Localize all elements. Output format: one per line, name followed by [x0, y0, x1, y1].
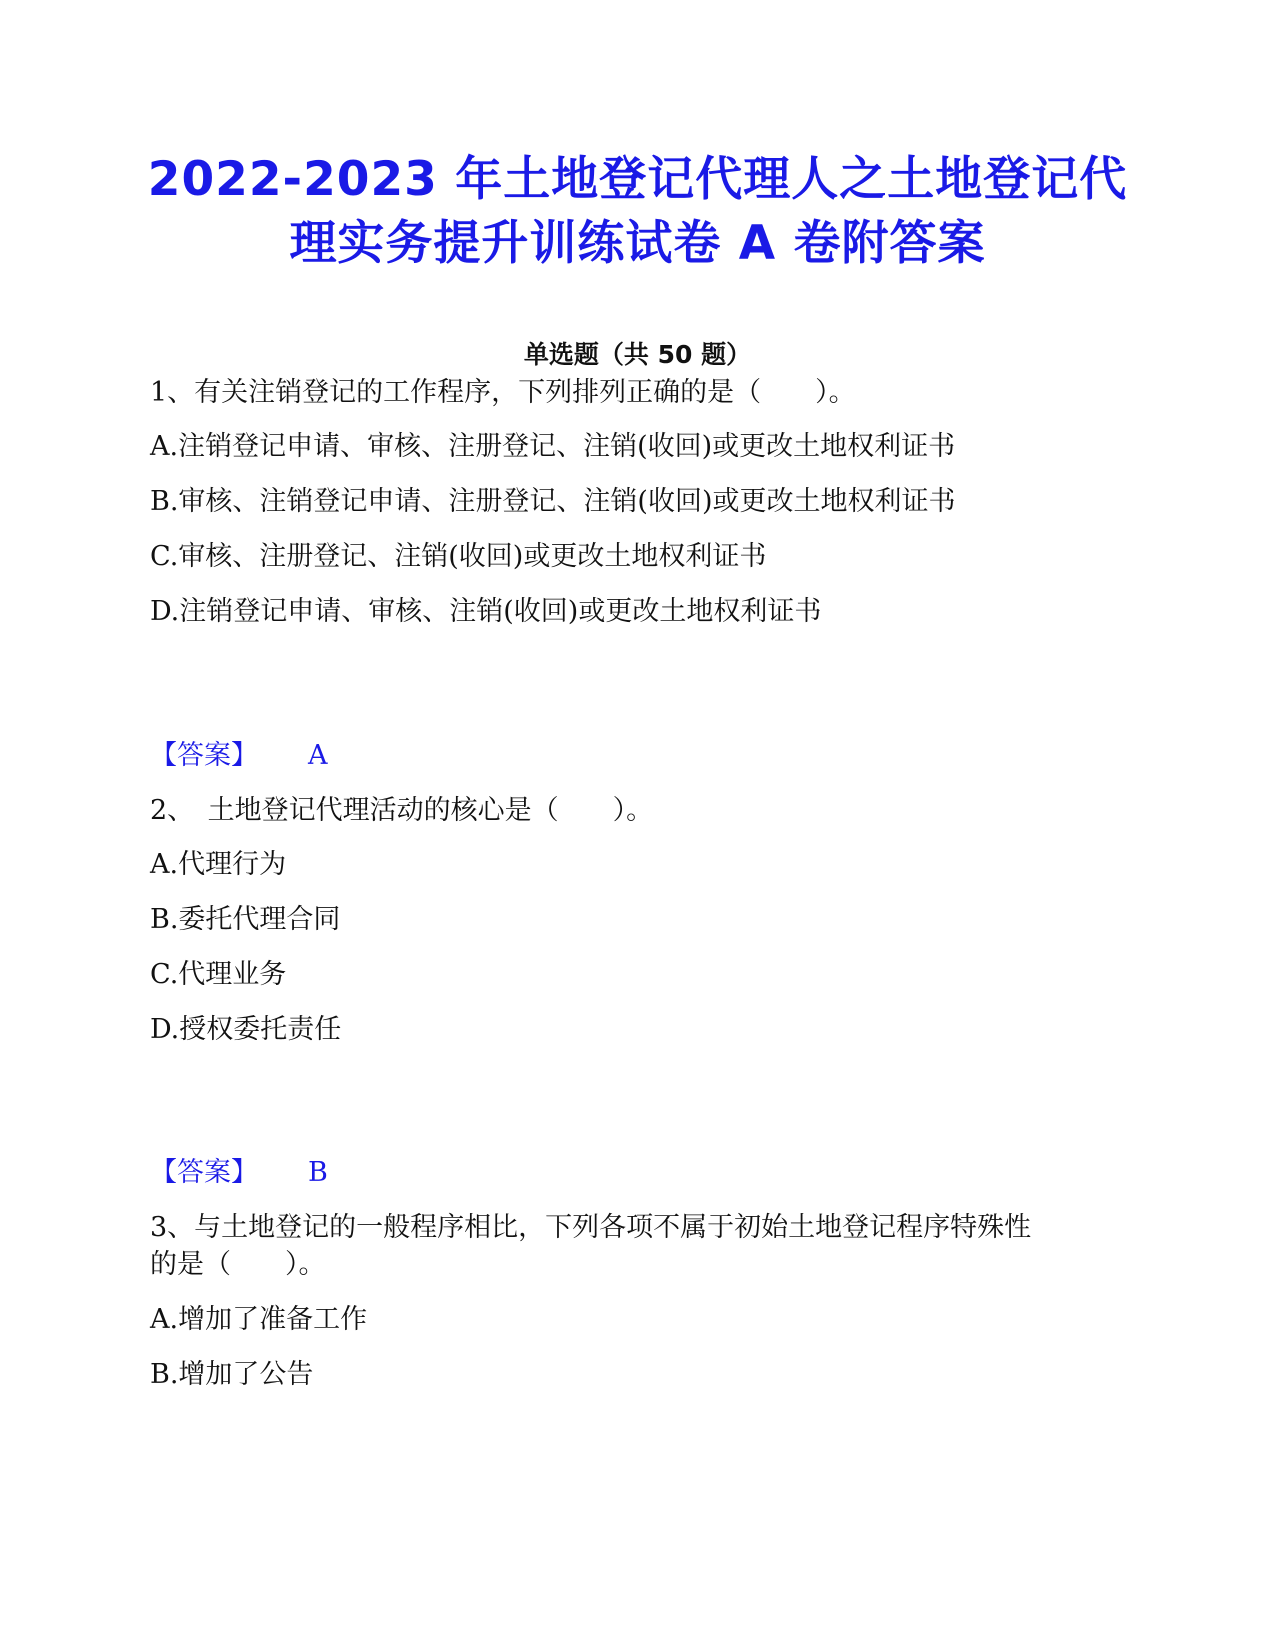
question-3-stem-line-2: 的是（ ）。 [150, 1249, 326, 1280]
question-1-stem: 1、有关注销登记的工作程序，下列排列正确的是（ ）。 [150, 377, 856, 408]
title-line-2: 理实务提升训练试卷 A 卷附答案 [289, 216, 986, 271]
question-2-answer [150, 1156, 328, 1190]
section-heading: 单选题（共 50 题） [523, 340, 752, 369]
question-2-option-b: B.委托代理合同 [150, 904, 341, 935]
document-title [100, 148, 1175, 276]
question-3-option-b: B.增加了公告 [150, 1359, 314, 1390]
question-1-option-a: A.注销登记申请、审核、注册登记、注销(收回)或更改土地权利证书 [150, 431, 956, 462]
answer-label: 【答案】 [150, 740, 258, 771]
question-3-stem-line-1: 3、与土地登记的一般程序相比，下列各项不属于初始土地登记程序特殊性 [150, 1212, 1032, 1243]
answer-label: 【答案】 [150, 1157, 258, 1188]
question-1-option-b: B.审核、注销登记申请、注册登记、注销(收回)或更改土地权利证书 [150, 486, 956, 517]
question-2-option-a: A.代理行为 [150, 849, 287, 880]
question-1-answer [150, 739, 328, 773]
question-2-option-d: D.授权委托责任 [150, 1014, 342, 1045]
question-2-option-c: C.代理业务 [150, 959, 287, 990]
answer-value: A [308, 740, 328, 771]
question-1-option-c: C.审核、注册登记、注销(收回)或更改土地权利证书 [150, 541, 767, 572]
title-line-1: 2022-2023 年土地登记代理人之土地登记代 [147, 152, 1128, 207]
answer-value: B [308, 1157, 328, 1188]
question-3-option-a: A.增加了准备工作 [150, 1304, 368, 1335]
question-2-stem: 2、 土地登记代理活动的核心是（ ）。 [150, 795, 654, 826]
question-1-option-d: D.注销登记申请、审核、注销(收回)或更改土地权利证书 [150, 596, 822, 627]
